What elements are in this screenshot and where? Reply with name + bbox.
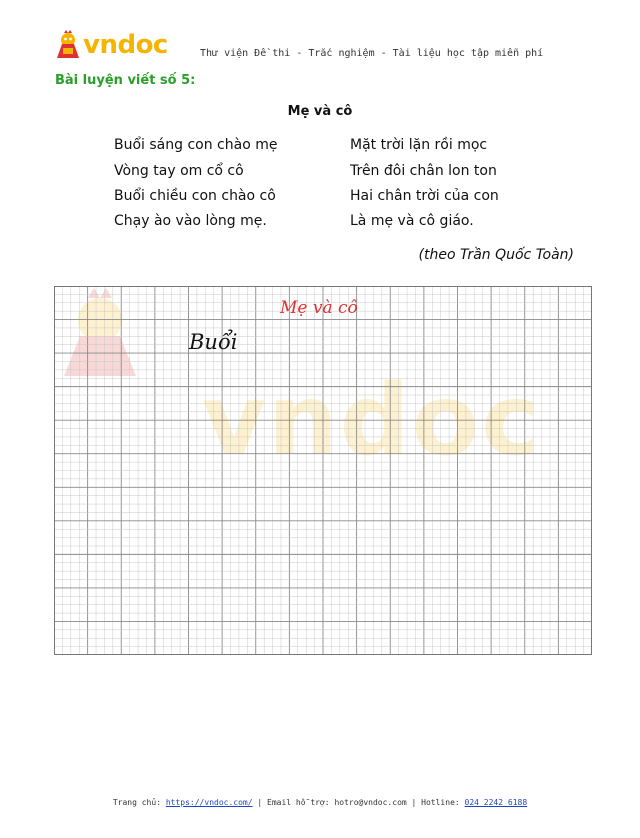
page-footer xyxy=(0,798,640,807)
page-header xyxy=(54,28,584,64)
poem-author: (theo Trần Quốc Toàn) xyxy=(418,247,574,263)
poem-line-left-4: Chạy ào vào lòng mẹ. xyxy=(114,213,267,229)
footer-home-link[interactable]: https://vndoc.com/ xyxy=(165,798,253,807)
handwriting-practice-grid xyxy=(54,286,592,655)
script-sample-title: Mẹ và cô xyxy=(280,298,358,318)
exercise-title: Bài luyện viết số 5: xyxy=(55,73,196,88)
watermark-text: vndoc xyxy=(202,364,542,478)
mascot-icon xyxy=(54,30,82,60)
footer-home-label: Trang chủ: xyxy=(112,798,162,807)
poem-line-left-1: Buổi sáng con chào mẹ xyxy=(114,137,278,153)
footer-support-label: | Email hỗ trợ: xyxy=(257,798,330,807)
poem-line-left-3: Buổi chiều con chào cô xyxy=(114,188,276,204)
poem-line-right-2: Trên đôi chân lon ton xyxy=(350,163,497,179)
footer-hotline-label: | Hotline: xyxy=(411,798,460,807)
poem-line-right-1: Mặt trời lặn rồi mọc xyxy=(350,137,488,153)
grid-lines xyxy=(54,286,592,655)
poem-line-right-4: Là mẹ và cô giáo. xyxy=(350,213,474,229)
poem-line-left-2: Vòng tay om cổ cô xyxy=(114,163,244,179)
vndoc-logo[interactable] xyxy=(54,28,168,62)
site-tagline: Thư viện Đề thi - Trắc nghiệm - Tài liệu học tập miễn phí xyxy=(200,48,544,59)
logo-text: vndoc xyxy=(83,30,168,60)
footer-email: hotro@vndoc.com xyxy=(334,798,407,807)
footer-hotline[interactable]: 024 2242 6188 xyxy=(464,798,528,807)
script-sample-word: Buổi xyxy=(189,330,238,354)
poem-title: Mẹ và cô xyxy=(287,104,353,119)
poem-line-right-3: Hai chân trời của con xyxy=(350,188,499,204)
